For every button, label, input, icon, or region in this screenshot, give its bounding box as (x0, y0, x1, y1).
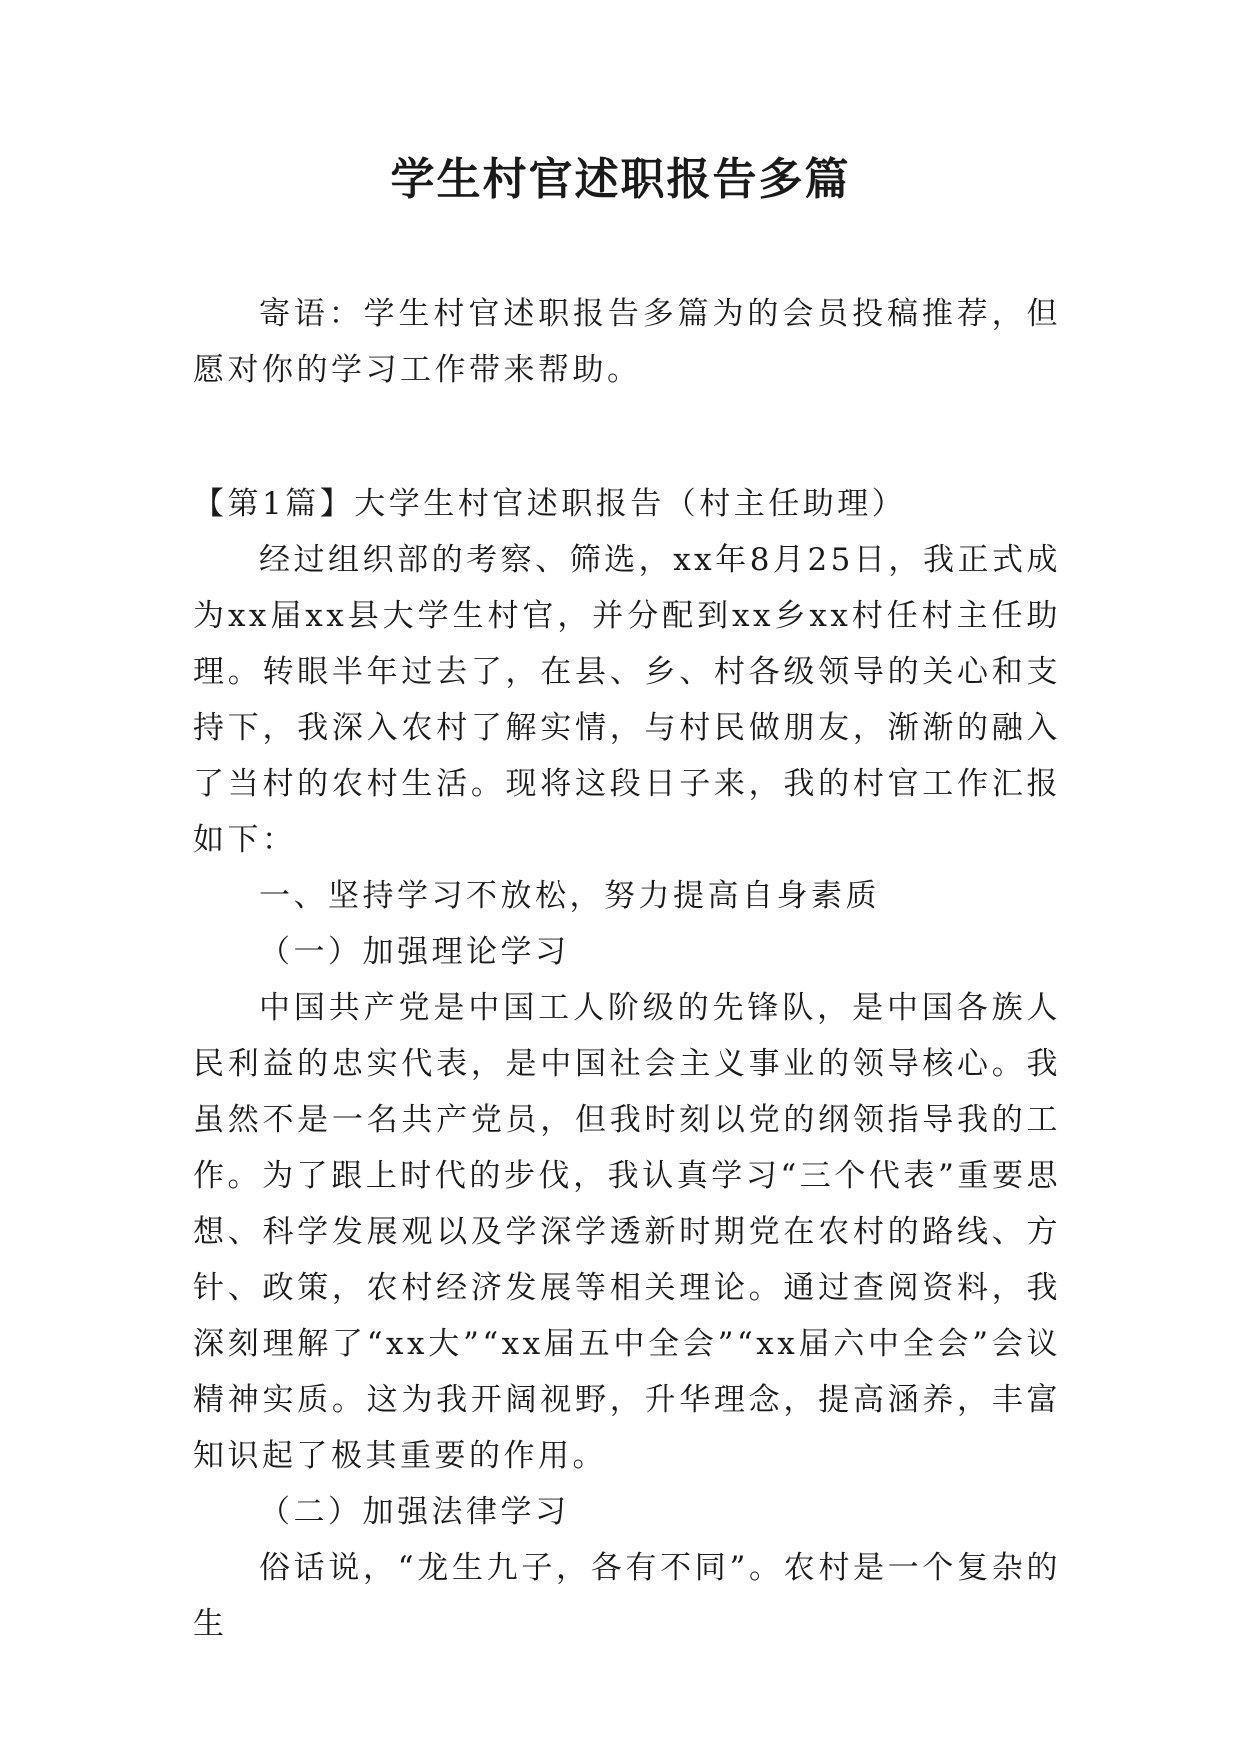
document-title: 学生村官述职报告多篇 (390, 154, 851, 205)
body-paragraph-1: 经过组织部的考察、筛选，xx年8月25日，我正式成为xx届xx县大学生村官，并分配到xx乡xx村任村主任助理。转眼半年过去了，在县、乡、村各级领导的关心和支持下，我深入农村了解实情，与村民做朋友，渐渐的融入了当村的农村生活。现将这段日子来，我的村官工作汇报如下： (193, 542, 1061, 858)
section-heading: 【第1篇】大学生村官述职报告（村主任助理） (193, 486, 907, 522)
subheading-1: 一、坚持学习不放松，努力提高自身素质 (259, 878, 880, 914)
paragraph-gap (193, 398, 1061, 476)
subheading-1-2: （二）加强法律学习 (259, 1494, 570, 1530)
document-body (193, 286, 1061, 1652)
preface-paragraph: 寄语：学生村官述职报告多篇为的会员投稿推荐，但愿对你的学习工作带来帮助。 (193, 296, 1061, 388)
body-paragraph-3: 俗话说，“龙生九子，各有不同”。农村是一个复杂的生 (193, 1550, 1061, 1642)
body-paragraph-2: 中国共产党是中国工人阶级的先锋队，是中国各族人民利益的忠实代表，是中国社会主义事业的领导核心。我虽然不是一名共产党员，但我时刻以党的纲领指导我的工作。为了跟上时代的步伐，我认真学习“三个代表”重要思想、科学发展观以及学深学透新时期党在农村的路线、方针、政策，农村经济发展等相关理论。通过查阅资料，我深刻理解了“xx大”“xx届五中全会”“xx届六中全会”会议精神实质。这为我开阔视野，升华理念，提高涵养，丰富知识起了极其重要的作用。 (193, 990, 1061, 1474)
subheading-1-1: （一）加强理论学习 (259, 934, 570, 970)
